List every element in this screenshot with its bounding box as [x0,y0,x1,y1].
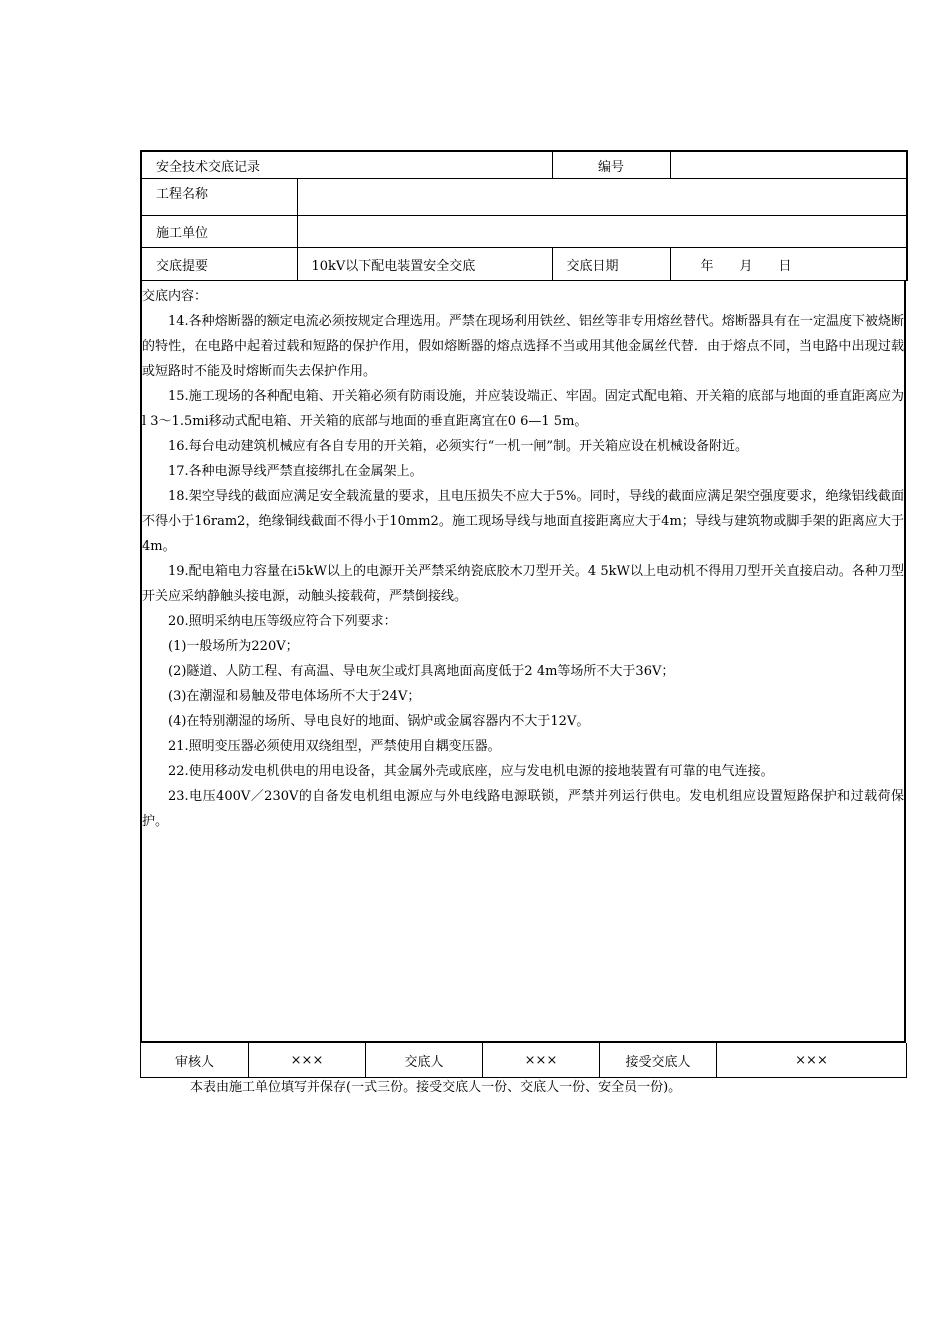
content-label: 交底内容： [142,289,208,304]
header-row-summary [141,248,907,281]
form-header-table [140,150,908,281]
signature-table [140,1043,907,1078]
header-row-unit [141,216,907,248]
content-paragraph: (1)一般场所为220V； [168,639,299,654]
reviewer-label: 审核人 [141,1043,249,1078]
content-paragraph: 18.架空导线的截面应满足安全载流量的要求，且电压损失不应大于5%。同时，导线的截面应满足架空强度要求，绝缘铝线截面不得小于16ram2，绝缘铜线截面不得小于10mm2。施工现场导线与地面直接距离应大于4m；导线与建筑物或脚手架的距离应大于4m。 [142,489,904,554]
content-paragraph: (2)隧道、人防工程、有高温、导电灰尘或灯具离地面高度低于2 4m等场所不大于36V； [168,664,675,679]
content-paragraph: 23.电压400V／230V的自备发电机组电源应与外电线路电源联锁，严禁并列运行供电。发电机组应设置短路保护和过载荷保护。 [142,789,904,829]
content-paragraph: 16.每台电动建筑机械应有各自专用的开关箱，必须实行“一机一闸”制。开关箱应设在机械设备附近。 [168,439,748,454]
summary-label: 交底提要 [141,248,297,281]
safety-briefing-form [140,150,906,1078]
content-paragraph: 21.照明变压器必须使用双绕组型，严禁使用自耦变压器。 [168,739,501,754]
construction-unit-field[interactable] [297,216,907,248]
content-paragraph: 20.照明采纳电压等级应符合下列要求： [168,614,397,629]
project-name-field[interactable] [297,179,907,216]
summary-field[interactable]: 10kV以下配电装置安全交底 [297,248,552,281]
content-paragraph: 14.各种熔断器的额定电流必须按规定合理选用。严禁在现场利用铁丝、铝丝等非专用熔丝替代。熔断器具有在一定温度下被烧断的特性，在电路中起着过载和短路的保护作用，假如熔断器的熔点选择不当或用其他金属丝代替．由于熔点不同，当电路中出现过载或短路时不能及时熔断而失去保护作用。 [142,314,904,379]
reviewer-field[interactable]: ××× [249,1043,366,1078]
content-paragraph: 22.使用移动发电机供电的用电设备，其金属外壳或底座，应与发电机电源的接地装置有可靠的电气连接。 [168,764,774,779]
construction-unit-label: 施工单位 [141,216,297,248]
storage-note: 本表由施工单位填写并保存(一式三份。接受交底人一份、交底人一份、安全员一份)。 [190,1080,682,1095]
receiver-label: 接受交底人 [600,1043,717,1078]
form-title: 安全技术交底记录 [141,151,552,179]
signature-row [141,1043,907,1078]
content-paragraph: 17.各种电源导线严禁直接绑扎在金属架上。 [168,464,423,479]
receiver-field[interactable]: ××× [717,1043,907,1078]
number-field[interactable] [670,151,907,179]
content-paragraph: 15.施工现场的各种配电箱、开关箱必须有防雨设施，并应装设端正、牢固。固定式配电箱、开关箱的底部与地面的垂直距离应为l 3～1.5mi移动式配电箱、开关箱的底部与地面的垂直距离宜在0 6—1 5m。 [142,389,904,429]
header-row-project [141,179,907,216]
presenter-label: 交底人 [366,1043,483,1078]
content-paragraph: (3)在潮湿和易触及带电体场所不大于24V； [168,689,421,704]
briefing-content [140,281,906,1043]
date-field[interactable]: 年 月 日 [670,248,907,281]
number-label: 编号 [552,151,670,179]
header-row-title [141,151,907,179]
content-paragraph: (4)在特别潮湿的场所、导电良好的地面、锅炉或金属容器内不大于12V。 [168,714,590,729]
project-name-label: 工程名称 [141,179,297,216]
presenter-field[interactable]: ××× [483,1043,600,1078]
date-label: 交底日期 [552,248,670,281]
content-paragraph: 19.配电箱电力容量在i5kW以上的电源开关严禁采纳瓷底胶木刀型开关。4 5kW以上电动机不得用刀型开关直接启动。各种刀型开关应采纳静触头接电源，动触头接载荷，严禁倒接线。 [142,564,904,604]
